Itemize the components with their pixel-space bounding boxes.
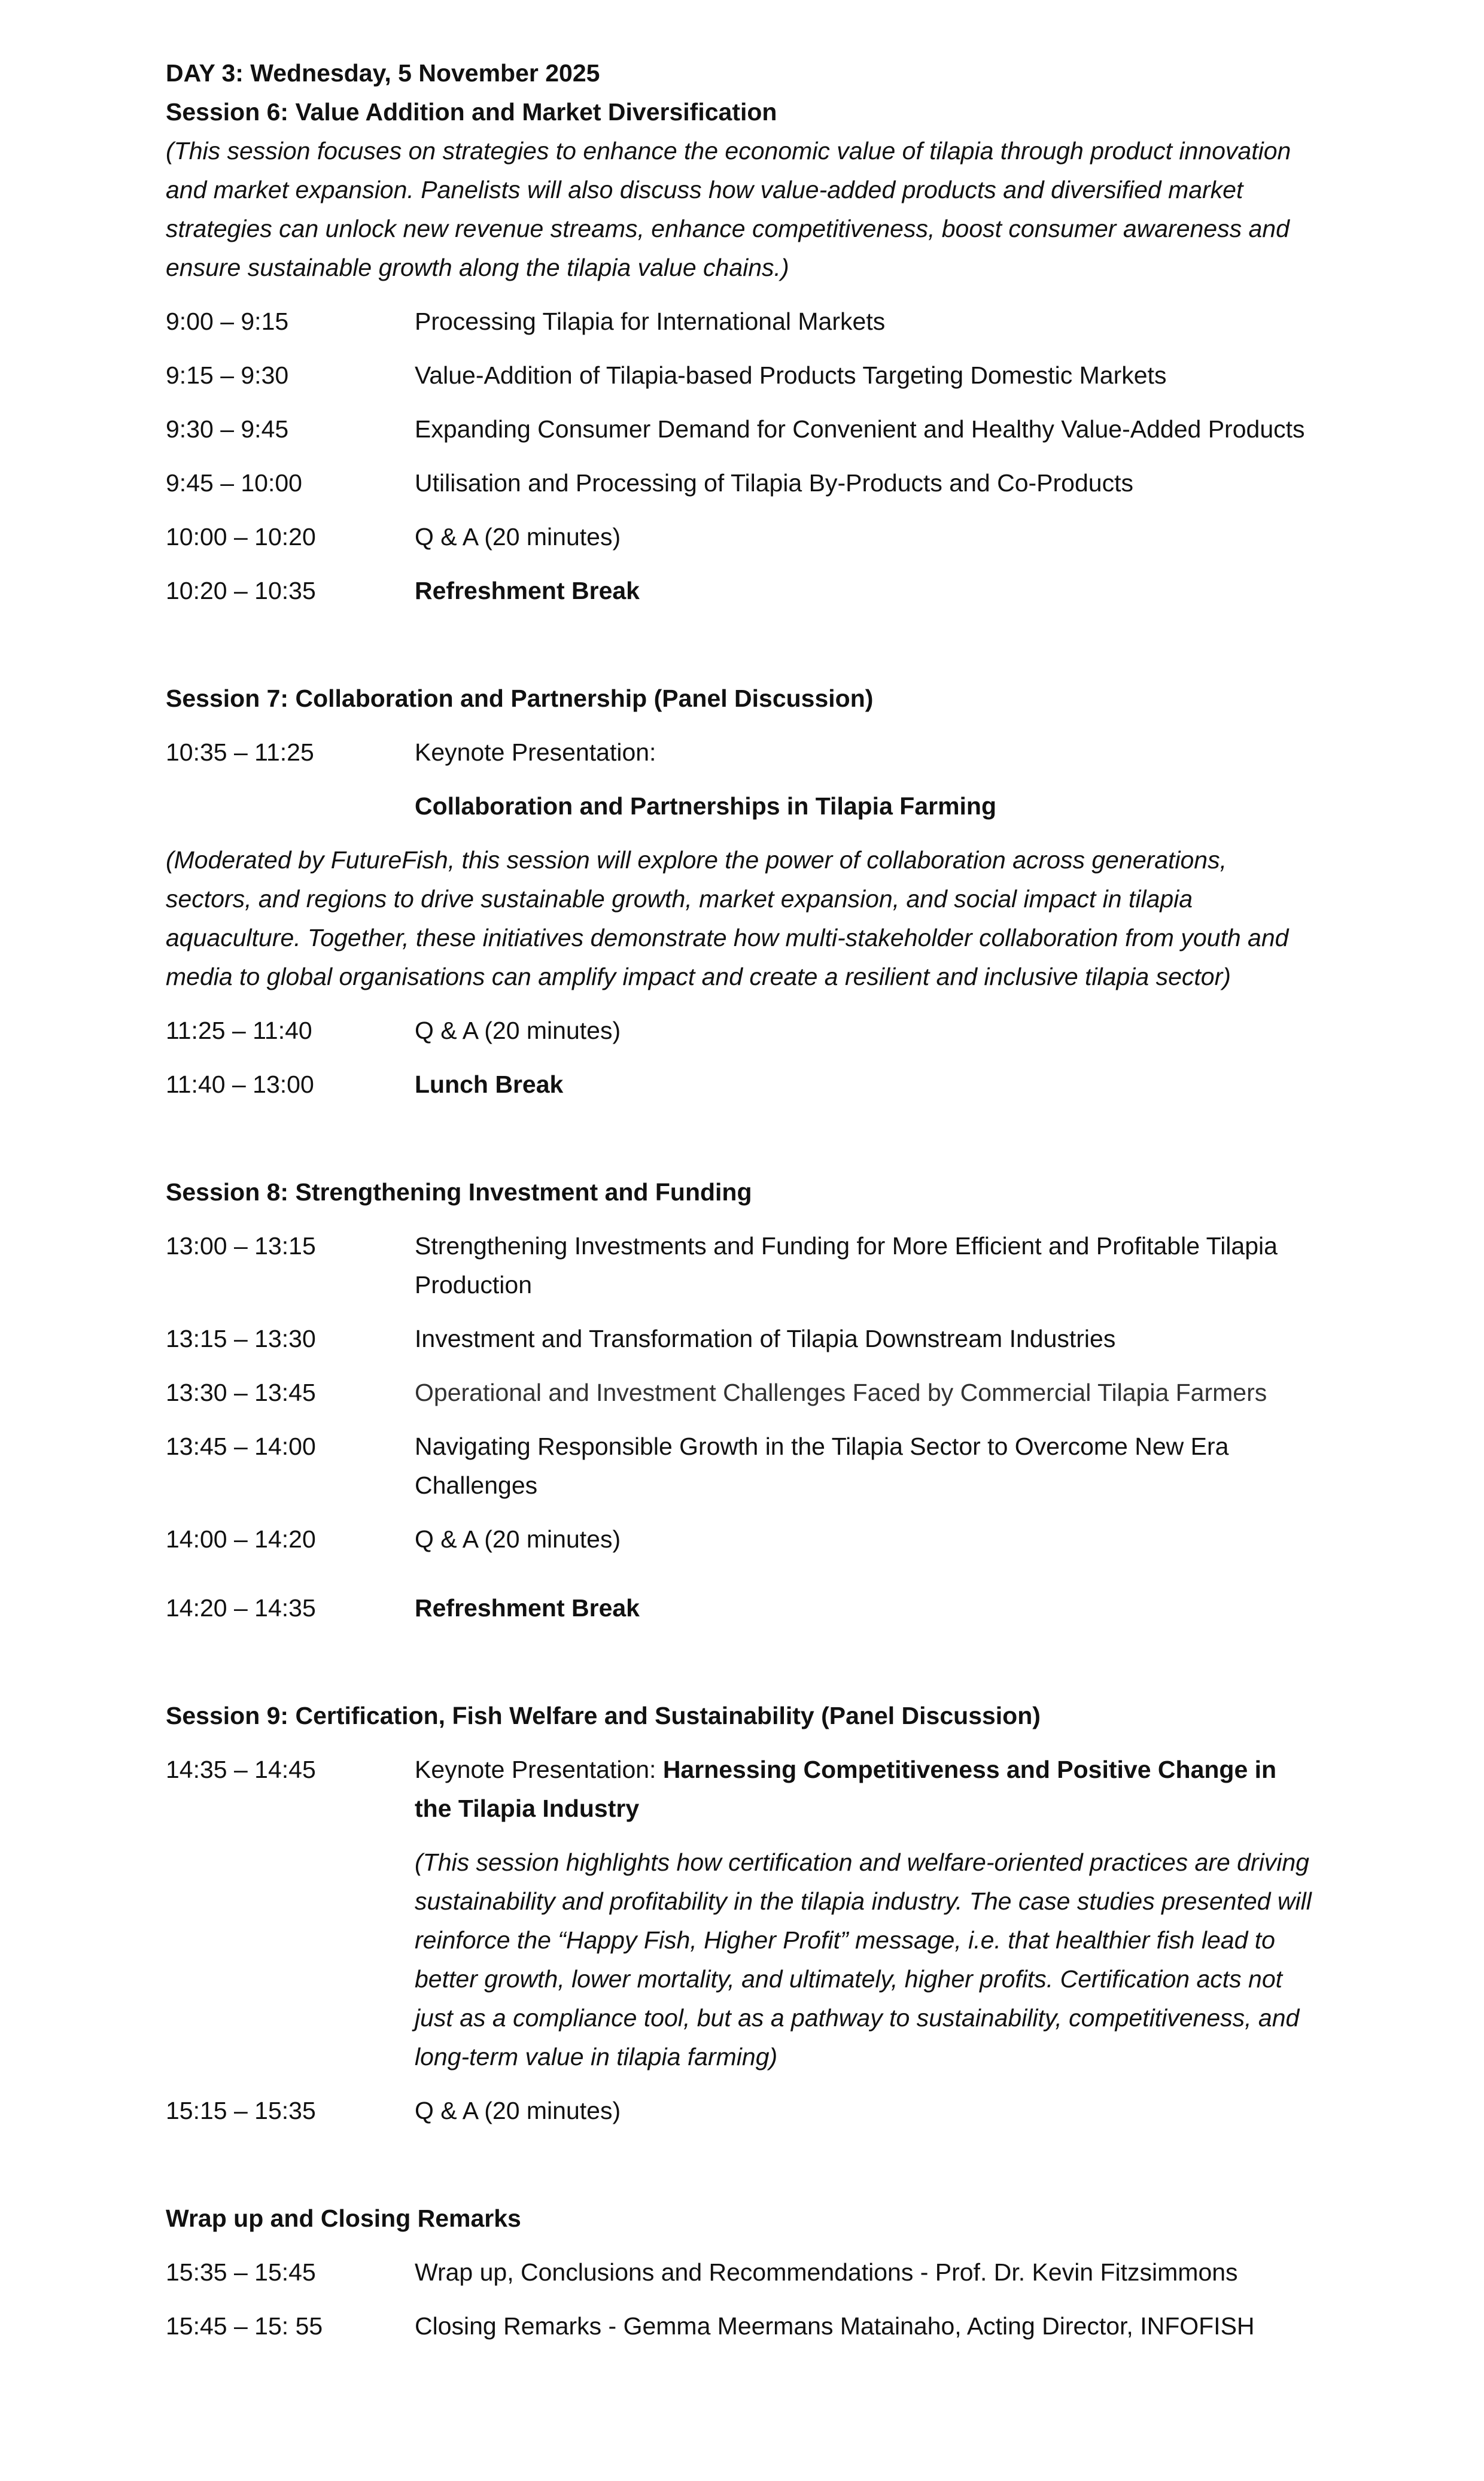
agenda-row (166, 733, 1315, 772)
agenda-item-text: Q & A (20 minutes) (415, 2097, 621, 2124)
time-slot: 13:45 – 14:00 (166, 1433, 316, 1460)
time-slot: 14:00 – 14:20 (166, 1525, 316, 1553)
keynote-label: Keynote Presentation: (415, 1756, 663, 1783)
time-slot: 11:40 – 13:00 (166, 1071, 314, 1098)
time-slot: 14:20 – 14:35 (166, 1594, 316, 1622)
agenda-item-text: Expanding Consumer Demand for Convenient and Healthy Value-Added Products (415, 415, 1305, 443)
keynote-block (415, 1750, 1315, 1828)
agenda-row (166, 1427, 1315, 1505)
agenda-item-text: Utilisation and Processing of Tilapia By-Products and Co-Products (415, 469, 1133, 497)
agenda-row (166, 518, 1315, 557)
time-slot: 9:00 – 9:15 (166, 308, 289, 335)
time-slot: 9:30 – 9:45 (166, 415, 289, 443)
agenda-row (166, 571, 1315, 610)
time-slot: 15:15 – 15:35 (166, 2097, 316, 2124)
agenda-item-text: Wrap up, Conclusions and Recommendations - Prof. Dr. Kevin Fitzsimmons (415, 2258, 1238, 2286)
session-title: Wrap up and Closing Remarks (166, 2205, 521, 2232)
agenda-row (166, 356, 1315, 395)
time-slot: 13:30 – 13:45 (166, 1379, 316, 1406)
time-slot: 10:35 – 11:25 (166, 738, 314, 766)
agenda-row (166, 1589, 1315, 1628)
agenda-item-text: Q & A (20 minutes) (415, 1017, 621, 1044)
time-slot: 13:00 – 13:15 (166, 1232, 316, 1260)
agenda-item-text: Operational and Investment Challenges Faced by Commercial Tilapia Farmers (415, 1379, 1267, 1406)
agenda-row (166, 410, 1315, 449)
agenda-item-text: Investment and Transformation of Tilapia Downstream Industries (415, 1325, 1116, 1352)
day-heading: DAY 3: Wednesday, 5 November 2025 (166, 59, 600, 87)
agenda-row (166, 1011, 1315, 1050)
session-8 (166, 1173, 1315, 1628)
agenda-item-text: Processing Tilapia for International Markets (415, 308, 886, 335)
agenda-page (166, 54, 1315, 2346)
time-slot: 13:15 – 13:30 (166, 1325, 316, 1352)
time-slot: 14:35 – 14:45 (166, 1756, 316, 1783)
agenda-item-text: Refreshment Break (415, 577, 640, 604)
time-slot: 15:35 – 15:45 (166, 2258, 316, 2286)
session-7 (166, 679, 1315, 1104)
time-slot: 11:25 – 11:40 (166, 1017, 312, 1044)
session-title: Session 7: Collaboration and Partnership (Panel Discussion) (166, 685, 874, 712)
agenda-row (166, 1373, 1315, 1412)
time-slot: 10:00 – 10:20 (166, 523, 316, 551)
agenda-item-text: Q & A (20 minutes) (415, 523, 621, 551)
agenda-row (166, 1750, 1315, 1828)
session-9 (166, 1696, 1315, 2130)
agenda-row (166, 464, 1315, 503)
agenda-row (166, 787, 1315, 826)
agenda-row (166, 2307, 1315, 2346)
agenda-row (166, 2253, 1315, 2292)
keynote-title: Collaboration and Partnerships in Tilapia Farming (415, 792, 997, 820)
agenda-item-text: Strengthening Investments and Funding for More Efficient and Profitable Tilapia Production (415, 1232, 1278, 1299)
session-title: Session 6: Value Addition and Market Diversification (166, 98, 777, 126)
session-6 (166, 93, 1315, 610)
agenda-row (166, 1227, 1315, 1305)
agenda-row (166, 1065, 1315, 1104)
time-slot: 10:20 – 10:35 (166, 577, 316, 604)
agenda-item-text: Closing Remarks - Gemma Meermans Matainaho, Acting Director, INFOFISH (415, 2312, 1255, 2340)
keynote-label: Keynote Presentation: (415, 738, 656, 766)
agenda-row (166, 1520, 1315, 1559)
time-slot: 15:45 – 15: 55 (166, 2312, 323, 2340)
session-title: Session 9: Certification, Fish Welfare and Sustainability (Panel Discussion) (166, 1702, 1041, 1729)
time-slot: 9:45 – 10:00 (166, 469, 302, 497)
session-description: (This session focuses on strategies to enhance the economic value of tilapia through product innovation and market expansion. Panelists will also discuss how value-added products and diversified market strategies can unlock new revenue streams, enhance competitiveness, boost consumer awareness and ensure sustainable growth along the tilapia value chains.) (166, 137, 1291, 281)
agenda-row (166, 1319, 1315, 1358)
agenda-item-text: Value-Addition of Tilapia-based Products Targeting Domestic Markets (415, 361, 1167, 389)
agenda-item-text: Refreshment Break (415, 1594, 640, 1622)
agenda-row (166, 1843, 1315, 2076)
agenda-item-text: Navigating Responsible Growth in the Tilapia Sector to Overcome New Era Challenges (415, 1433, 1229, 1499)
agenda-item-text: Q & A (20 minutes) (415, 1525, 621, 1553)
session-description: (This session highlights how certification and welfare-oriented practices are driving sustainability and profitability in the tilapia industry. The case studies presented will reinforce the “Happy Fish, Higher Profit” message, i.e. that healthier fish lead to better growth, lower mortality, and ultimately, higher profits. Certification acts not just as a compliance tool, but as a pathway to sustainability, competitiveness, and long-term value in tilapia farming) (415, 1848, 1312, 2070)
session-description: (Moderated by FutureFish, this session will explore the power of collaboration across generations, sectors, and regions to drive sustainable growth, market expansion, and social impact in tilapia aquaculture. Together, these initiatives demonstrate how multi-stakeholder collaboration from youth and media to global organisations can amplify impact and create a resilient and inclusive tilapia sector) (166, 846, 1289, 990)
closing-section (166, 2199, 1315, 2346)
agenda-row (166, 302, 1315, 341)
agenda-item-text: Lunch Break (415, 1071, 564, 1098)
keynote-title: Harnessing Competitiveness and Positive Change in the Tilapia Industry (415, 1756, 1277, 1822)
session-title: Session 8: Strengthening Investment and Funding (166, 1178, 752, 1206)
agenda-row (166, 2091, 1315, 2130)
time-slot: 9:15 – 9:30 (166, 361, 289, 389)
